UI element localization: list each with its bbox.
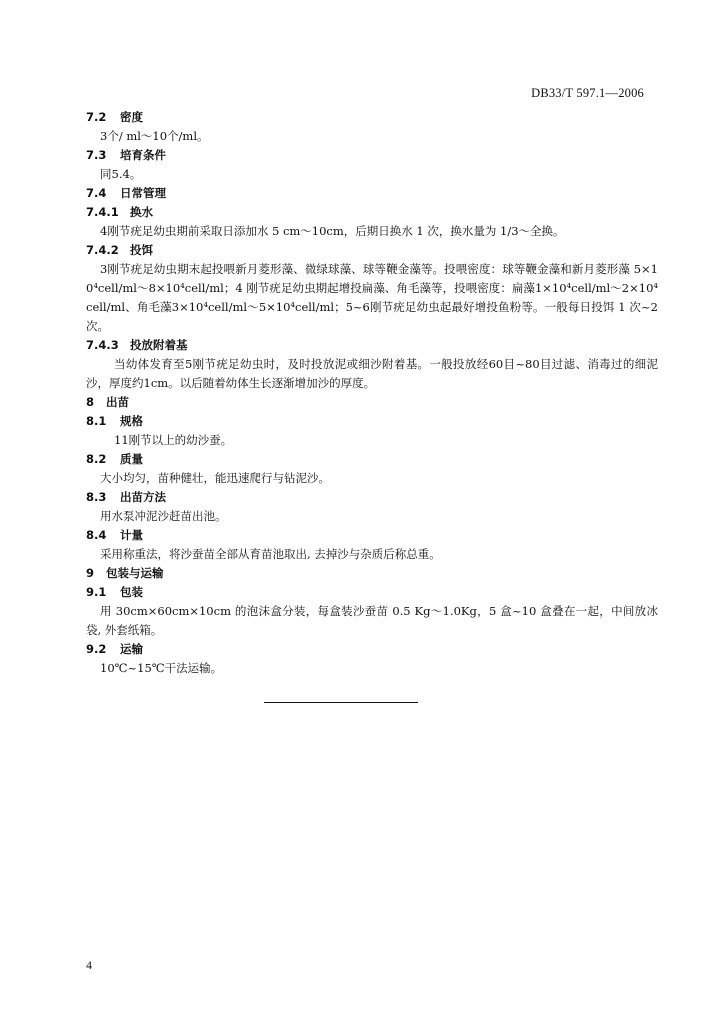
section-8-1-heading: [86, 412, 658, 431]
section-number: 7.2: [86, 110, 107, 124]
section-number: 7.4.1: [86, 205, 119, 219]
section-title: 规格: [120, 414, 143, 428]
section-number: 8.4: [86, 528, 107, 542]
end-of-document-divider: [264, 702, 418, 703]
section-title: 包装与运输: [106, 566, 164, 580]
section-number: 9.2: [86, 642, 107, 656]
section-8-3-heading: [86, 488, 658, 507]
section-7-4-1-text: 4刚节疣足幼虫期前采取日添加水 5 cm～10cm，后期日换水 1 次，换水量为 1/3～全换。: [100, 224, 565, 238]
section-8-1-text: 11刚节以上的幼沙蚕。: [114, 433, 233, 447]
section-number: 7.4: [86, 186, 107, 200]
section-title: 质量: [120, 452, 143, 466]
section-number: 9.1: [86, 585, 107, 599]
section-title: 密度: [120, 110, 143, 124]
section-number: 8.3: [86, 490, 107, 504]
section-7-4-heading: [86, 184, 658, 203]
section-8-2-heading: [86, 450, 658, 469]
section-number: 8.1: [86, 414, 107, 428]
section-9-1-text: 用 30cm×60cm×10cm 的泡沫盒分装，每盒装沙蚕苗 0.5 Kg～1.0Kg，5 盒~10 盒叠在一起，中间放冰袋, 外套纸箱。: [86, 604, 658, 637]
section-7-4-3-text: 当幼体发育至5刚节疣足幼虫时，及时投放泥或细沙附着基。一般投放经60目~80目过滤、消毒过的细泥沙，厚度约1cm。以后随着幼体生长逐渐增加沙的厚度。: [86, 357, 658, 390]
section-9-1-heading: [86, 583, 658, 602]
section-9-2-text: 10℃~15℃干法运输。: [100, 661, 223, 675]
section-8-heading: [86, 393, 658, 412]
section-8-4-text: 采用称重法，将沙蚕苗全部从育苗池取出, 去掉沙与杂质后称总重。: [100, 547, 441, 561]
section-9-2-heading: [86, 640, 658, 659]
section-number: 8.2: [86, 452, 107, 466]
section-number: 9: [86, 566, 95, 580]
section-7-4-1-heading: [86, 203, 658, 222]
section-8-4-heading: [86, 526, 658, 545]
section-7-4-2-text: 3刚节疣足幼虫期末起投喂新月菱形藻、微绿球藻、球等鞭金藻等。投喂密度：球等鞭金藻和新月菱形藻 5×10⁴cell/ml～8×10⁴cell/ml；4 刚节疣足幼虫期起增投扁藻、角毛藻等，投喂密度：扁藻1×10⁴cell/ml～2×10⁴cell/ml、角毛藻3×10⁴cell/ml～5×10⁴cell/ml；5~6刚节疣足幼虫起最好增投鱼粉等。一般每日投饵 1 次~2 次。: [86, 262, 658, 333]
section-7-4-2-heading: [86, 241, 658, 260]
section-9-heading: [86, 564, 658, 583]
document-body: [86, 108, 658, 678]
section-title: 培育条件: [120, 148, 166, 162]
section-7-4-3-heading: [86, 336, 658, 355]
section-7-2-text: 3个/ ml～10个/ml。: [100, 129, 209, 143]
section-7-3-text: 同5.4。: [100, 167, 142, 181]
section-title: 包装: [120, 585, 143, 599]
section-title: 投饵: [130, 243, 153, 257]
page-number: 4: [86, 958, 92, 972]
section-7-2-heading: [86, 108, 658, 127]
section-number: 8: [86, 395, 95, 409]
section-7-3-heading: [86, 146, 658, 165]
section-title: 换水: [130, 205, 153, 219]
section-title: 运输: [120, 642, 143, 656]
section-8-3-text: 用水泵冲泥沙赶苗出池。: [100, 509, 227, 523]
section-title: 日常管理: [120, 186, 166, 200]
section-title: 出苗: [106, 395, 129, 409]
section-8-2-text: 大小均匀，苗种健壮，能迅速爬行与钻泥沙。: [100, 471, 330, 485]
section-title: 出苗方法: [120, 490, 166, 504]
standard-code-header: DB33/T 597.1—2006: [531, 86, 644, 100]
section-title: 投放附着基: [130, 338, 188, 352]
section-number: 7.4.2: [86, 243, 119, 257]
section-number: 7.4.3: [86, 338, 119, 352]
section-number: 7.3: [86, 148, 107, 162]
section-title: 计量: [120, 528, 143, 542]
